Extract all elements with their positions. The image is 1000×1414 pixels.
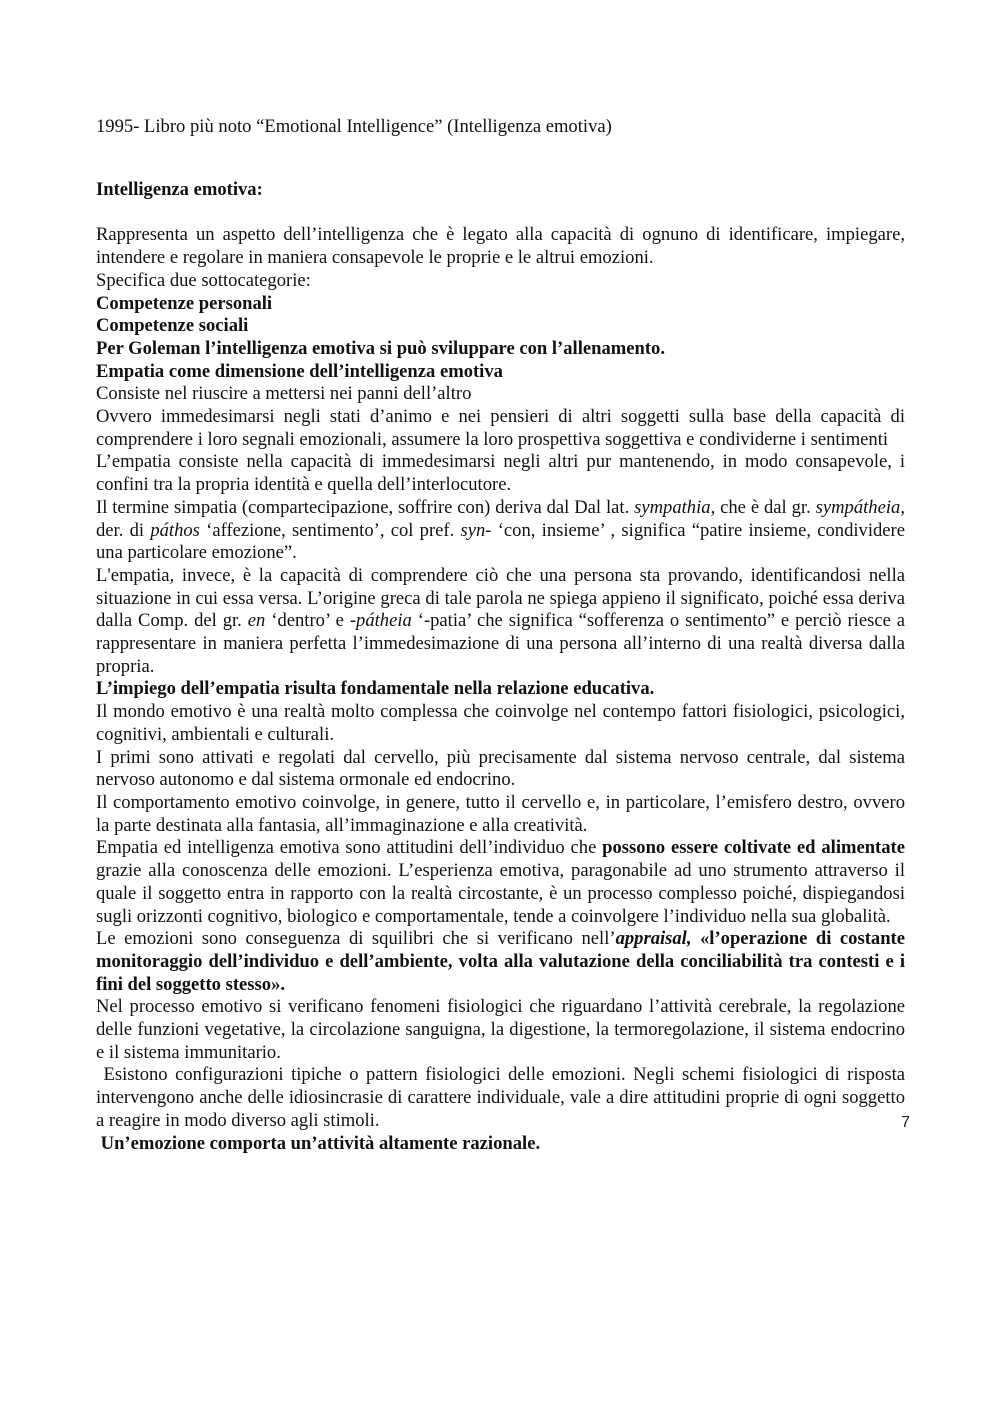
nervous-system-paragraph: I primi sono attivati e regolati dal cervello, più precisamente dal sistema nervoso centrale, dal sistema nervoso autonomo e dal sistema ormonale ed endocrino.	[96, 746, 905, 791]
brain-behavior-paragraph: Il comportamento emotivo coinvolge, in genere, tutto il cervello e, in particolare, l’emisfero destro, ovvero la parte destinata alla fantasia, all’immaginazione e alla creatività.	[96, 791, 905, 836]
subcategories-line: Specifica due sottocategorie:	[96, 269, 311, 291]
definition-paragraph: Rappresenta un aspetto dell’intelligenza che è legato alla capacità di ognuno di identificare, impiegare, intendere e regolare in maniera consapevole le proprie e le altrui emozioni.	[96, 224, 905, 269]
intro-line: 1995- Libro più noto “Emotional Intelligence” (Intelligenza emotiva)	[96, 116, 612, 137]
appraisal-paragraph: Le emozioni sono conseguenza di squilibri che si verificano nell’appraisal, «l’operazione di costante monitoraggio dell’individuo e dell’ambiente, volta alla valutazione della conciliabilità tra contesti e i fini del soggetto stesso».	[96, 928, 905, 995]
physiology-paragraph: Nel processo emotivo si verificano fenomeni fisiologici che riguardano l’attività cerebrale, la regolazione delle funzioni vegetative, la circolazione sanguigna, la digestione, la termoregolazione, il sistema endocrino e il sistema immunitario.	[96, 996, 905, 1063]
subcategory-personal: Competenze personali	[96, 292, 273, 314]
empathy-consists-line: Consiste nel riuscire a mettersi nei panni dell’altro	[96, 383, 472, 405]
emotional-world-paragraph: Il mondo emotivo è una realtà molto complessa che coinvolge nel contempo fattori fisiologici, psicologici, cognitivi, ambientali e culturali.	[96, 701, 905, 745]
attitudes-paragraph: Empatia ed intelligenza emotiva sono attitudini dell’individuo che possono essere coltivate ed alimentate grazie alla conoscenza delle emozioni. L’esperienza emotiva, paragonabile ad uno strumento attraverso il quale il soggetto entra in rapporto con la realtà circostante, è un processo complesso poiché, dispiegandosi sugli orizzonti cognitivo, biologico e comportamentale, tende a coinvolgere l’individuo nella sua globalità.	[96, 837, 905, 927]
subcategory-social: Competenze sociali	[96, 315, 249, 337]
empathy-heading: Empatia come dimensione dell’intelligenza emotiva	[96, 360, 503, 382]
page-number: 7	[901, 1114, 910, 1131]
page-body	[96, 116, 910, 1155]
pattern-paragraph: Esistono configurazioni tipiche o pattern fisiologici delle emozioni. Negli schemi fisiologici di risposta intervengono anche delle idiosincrasie di carattere individuale, vale a dire attitudini proprie di ogni soggetto a reagire in modo diverso agli stimoli.	[96, 1064, 910, 1131]
empatia-etymology-paragraph: L'empatia, invece, è la capacità di comprendere ciò che una persona sta provando, identificandosi nella situazione in cui essa versa. L’origine greca di tale parola ne spiega appieno il significato, poiché essa deriva dalla Comp. del gr. en ‘dentro’ e -pátheia ‘-patia’ che significa “sofferenza o sentimento” e perciò riesce a rappresentare in maniera perfetta l’immedesimazione di una persona all’interno di una realtà diversa dalla propria.	[96, 564, 905, 677]
empathy-ovvero-paragraph: Ovvero immedesimarsi negli stati d’animo e nei pensieri di altri soggetti sulla base della capacità di comprendere i loro segnali emozionali, assumere la loro prospettiva soggettiva e condividerne i sentimenti	[96, 406, 905, 450]
final-statement: Un’emozione comporta un’attività altamente razionale.	[96, 1132, 541, 1154]
empathy-education-statement: L’impiego dell’empatia risulta fondamentale nella relazione educativa.	[96, 678, 655, 700]
empathy-definition-paragraph: L’empatia consiste nella capacità di immedesimarsi negli altri pur mantenendo, in modo consapevole, i confini tra la propria identità e quella dell’interlocutore.	[96, 451, 905, 496]
section-heading: Intelligenza emotiva:	[96, 178, 263, 200]
simpatia-paragraph: Il termine simpatia (compartecipazione, soffrire con) deriva dal Dal lat. sympathia, che è dal gr. sympátheia, der. di páthos ‘affezione, sentimento’, col pref. syn- ‘con, insieme’ , significa “patire insieme, condividere una particolare emozione”.	[96, 496, 905, 564]
goleman-statement: Per Goleman l’intelligenza emotiva si può sviluppare con l’allenamento.	[96, 337, 665, 359]
